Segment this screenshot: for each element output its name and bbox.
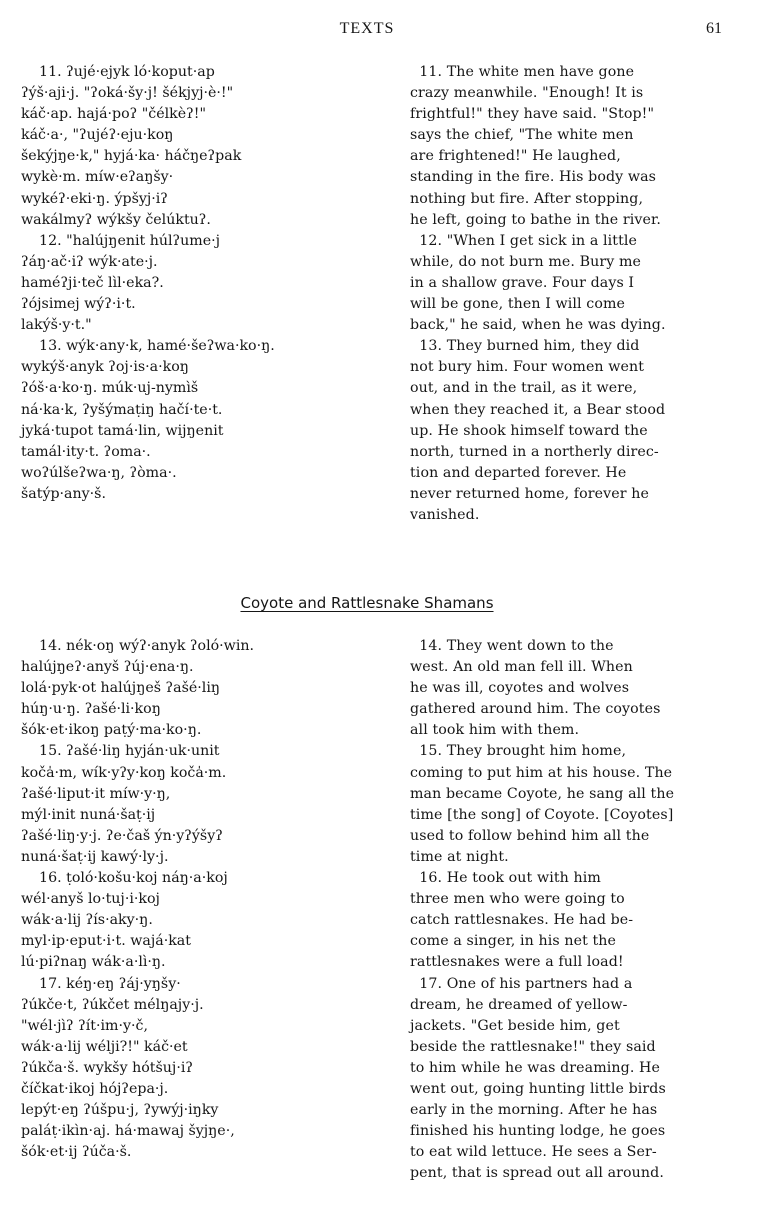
text-line: 14. nék·oŋ wýʔ·anyk ʔoló·win. — [21, 638, 254, 654]
text-line: lú·piʔnaŋ wák·a·lì·ŋ. — [21, 954, 166, 971]
text-line: north, turned in a northerly direc- — [410, 443, 659, 460]
text-line: come a singer, in his net the — [410, 933, 617, 950]
text-line: catch rattlesnakes. He had be- — [410, 912, 634, 929]
text-line: early in the morning. After he has — [410, 1102, 658, 1119]
text-line: west. An old man fell ill. When — [410, 659, 633, 676]
text-line: lakýš·y·t." — [21, 317, 92, 334]
text-line: vanished. — [410, 506, 480, 523]
text-line: ʔáŋ·ač·iʔ wýk·ate·j. — [21, 253, 158, 270]
text-line: in a shallow grave. Four days I — [410, 274, 635, 291]
text-line: woʔúlšeʔwa·ŋ, ʔòma·. — [21, 464, 177, 481]
text-line: jyká·tupot tamá·lin, wijŋenit — [21, 422, 224, 439]
text-line: used to follow behind him all the — [410, 827, 650, 844]
text-line: when they reached it, a Bear stood — [410, 401, 666, 418]
text-line: time [the song] of Coyote. [Coyotes] — [410, 806, 674, 823]
text-line: 17. One of his partners had a — [410, 975, 633, 992]
text-line: to him while he was dreaming. He — [410, 1059, 661, 1076]
text-line: wák·a·lij ʔís·aky·ŋ. — [21, 912, 153, 929]
native-text-column-1 — [21, 62, 275, 505]
text-line: 16. ṭoló·košu·koj náŋ·a·koj — [21, 870, 228, 887]
text-line: 13. wýk·any·k, hamé·šeʔwa·ko·ŋ. — [21, 338, 275, 355]
text-line: standing in the fire. His body was — [410, 169, 657, 186]
text-line: 15. ʔašé·liŋ hyján·uk·unit — [21, 743, 220, 760]
text-line: not bury him. Four women went — [410, 359, 645, 376]
text-line: halújŋeʔ·anyš ʔúj·ena·ŋ. — [21, 659, 194, 676]
text-line: lepýt·eŋ ʔúšpu·j, ʔywýj·iŋky — [21, 1102, 219, 1119]
text-line: while, do not burn me. Bury me — [410, 253, 642, 270]
text-line: frightful!" they have said. "Stop!" — [410, 106, 655, 123]
text-line: are frightened!" He laughed, — [410, 148, 621, 165]
text-line: koča̍·m, wík·yʔy·koŋ koča̍·m. — [21, 764, 227, 781]
text-line: nuná·šaṭ·ij kawý·ly·j. — [21, 848, 169, 865]
text-line: tion and departed forever. He — [410, 464, 627, 481]
text-line: wakálmyʔ wýkšy čelúktuʔ. — [21, 211, 211, 228]
text-line: wykýš·anyk ʔoj·is·a·koŋ — [21, 359, 189, 376]
text-line: wykè·m. míw·eʔaŋšy· — [21, 169, 174, 186]
text-line: haméʔji·teč lìl·eka?. — [21, 274, 164, 291]
text-line: šók·et·ikoŋ paṭý·ma·ko·ŋ. — [21, 722, 202, 739]
text-line: ʔašé·liŋ·y·j. ʔe·čaš ýn·yʔýšyʔ — [21, 827, 223, 844]
text-line: wykéʔ·eki·ŋ. ýpšyj·iʔ — [21, 190, 168, 207]
text-line: myl·ip·eput·i·t. wajá·kat — [21, 933, 191, 950]
text-line: ná·ka·k, ʔyšýmaṭiŋ hačí·te·t. — [21, 401, 223, 418]
text-line: šatýp·any·š. — [21, 485, 106, 502]
text-line: 11. ʔujé·ejyk ló·koput·ap — [21, 64, 215, 80]
text-line: all took him with them. — [410, 722, 580, 739]
text-line: ʔúkče·t, ʔúkčet mélŋajy·j. — [21, 996, 204, 1013]
text-line: dream, he dreamed of yellow- — [410, 996, 628, 1013]
text-line: káč·ap. hajá·poʔ "čélkèʔ!" — [21, 106, 207, 123]
text-line: 16. He took out with him — [410, 870, 601, 887]
text-line: he left, going to bathe in the river. — [410, 211, 661, 228]
text-line: ʔýš·aji·j. "ʔoká·šy·j! šékjyj·è·!" — [21, 85, 234, 102]
text-line: ʔúkča·š. wykšy hótšuj·iʔ — [21, 1059, 193, 1076]
native-text-column-2 — [21, 636, 254, 1163]
running-header-title: TEXTS — [339, 20, 395, 37]
text-line: never returned home, forever he — [410, 485, 650, 502]
text-line: šekýjŋe·k," hyjá·ka· háčŋeʔpak — [21, 148, 242, 165]
english-translation-column-2 — [410, 636, 674, 1184]
text-line: crazy meanwhile. "Enough! It is — [410, 85, 644, 102]
text-line: húŋ·u·ŋ. ʔašé·li·koŋ — [21, 701, 161, 718]
text-line: tamál·ity·t. ʔoma·. — [21, 443, 151, 460]
text-line: 17. kéŋ·eŋ ʔáj·yŋšy· — [21, 975, 181, 992]
text-line: káč·a·, "ʔujéʔ·eju·koŋ — [21, 127, 174, 144]
text-line: 12. "halújŋenit húlʔume·j — [21, 232, 221, 249]
text-line: číčkat·ikoj hójʔepa·j. — [21, 1080, 169, 1097]
text-line: šók·et·ij ʔúča·š. — [21, 1144, 132, 1161]
text-line: ʔójsimej wýʔ·i·t. — [21, 296, 136, 313]
text-line: out, and in the trail, as it were, — [410, 380, 638, 397]
text-line: "wél·jìʔ ʔít·im·y·č, — [21, 1017, 149, 1034]
text-line: man became Coyote, he sang all the — [410, 785, 675, 802]
text-line: nothing but fire. After stopping, — [410, 190, 644, 207]
text-line: says the chief, "The white men — [410, 127, 634, 144]
text-line: rattlesnakes were a full load! — [410, 954, 624, 971]
text-line: pent, that is spread out all around. — [410, 1165, 664, 1182]
text-line: finished his hunting lodge, he goes — [410, 1123, 666, 1140]
text-line: went out, going hunting little birds — [410, 1080, 666, 1097]
text-line: ʔóš·a·ko·ŋ. múk·uj-nymìš — [21, 380, 199, 397]
text-line: he was ill, coyotes and wolves — [410, 680, 630, 697]
text-line: back," he said, when he was dying. — [410, 317, 666, 334]
text-line: wák·a·lij wélji?!" káč·et — [21, 1038, 188, 1055]
text-line: ʔašé·liput·it míw·y·ŋ, — [21, 785, 171, 802]
text-line: 12. "When I get sick in a little — [410, 232, 638, 249]
section-heading — [0, 594, 734, 612]
page-number: 61 — [706, 20, 722, 37]
text-line: to eat wild lettuce. He sees a Ser- — [410, 1144, 657, 1161]
text-line: 11. The white men have gone — [410, 64, 635, 80]
text-line: time at night. — [410, 848, 509, 865]
text-line: paláṭ·ikìn·aj. há·mawaj šyjŋe·, — [21, 1123, 235, 1140]
text-line: will be gone, then I will come — [410, 296, 626, 313]
english-translation-column-1 — [410, 62, 666, 526]
text-line: beside the rattlesnake!" they said — [410, 1038, 656, 1055]
text-line: up. He shook himself toward the — [410, 422, 648, 439]
text-line: wél·anyš lo·tuj·i·koj — [21, 891, 160, 908]
text-line: coming to put him at his house. The — [410, 764, 673, 781]
text-line: three men who were going to — [410, 891, 625, 908]
text-line: gathered around him. The coyotes — [410, 701, 661, 718]
section-heading-text: Coyote and Rattlesnake Shamans — [240, 594, 494, 612]
text-line: 15. They brought him home, — [410, 743, 627, 760]
text-line: 14. They went down to the — [410, 638, 614, 654]
text-line: 13. They burned him, they did — [410, 338, 640, 355]
text-line: mýl·init nuná·šaṭ·ij — [21, 806, 156, 823]
text-line: jackets. "Get beside him, get — [410, 1017, 620, 1034]
text-line: lolá·pyk·ot halújŋeš ʔašé·liŋ — [21, 680, 220, 697]
